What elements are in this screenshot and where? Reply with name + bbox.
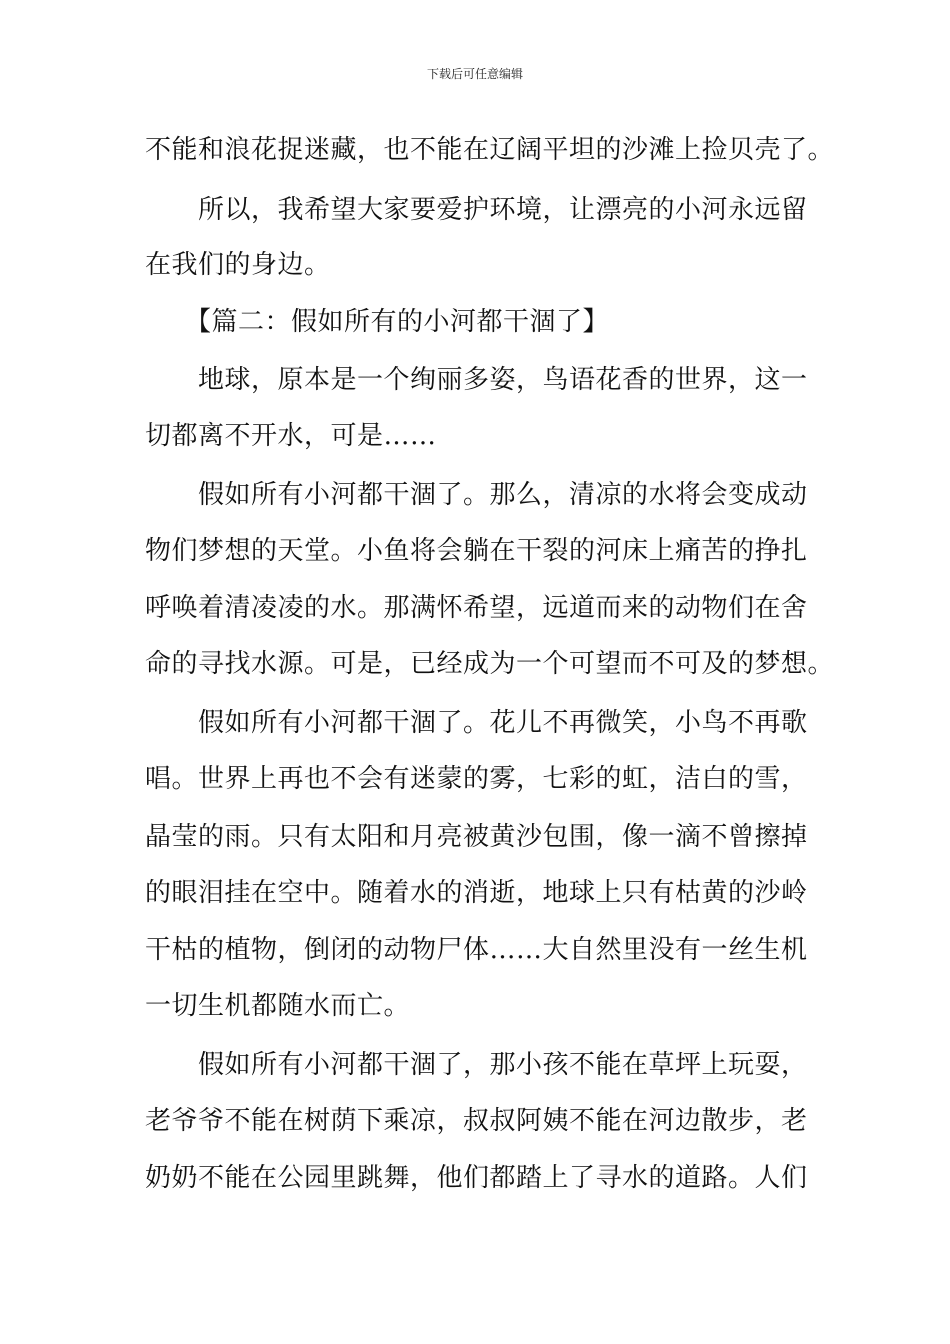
- text-line: 呼唤着清凌凌的水。那满怀希望，远道而来的动物们在舍: [145, 593, 808, 623]
- text-line: 不能和浪花捉迷藏，也不能在辽阔平坦的沙滩上捡贝壳了。: [145, 135, 835, 165]
- text-line: 地球，原本是一个绚丽多姿，鸟语花香的世界，这一: [145, 365, 808, 395]
- text-line: 假如所有小河都干涸了。花儿不再微笑，小鸟不再歌: [145, 708, 808, 738]
- page-header: 下载后可任意编辑: [426, 67, 523, 81]
- section-heading: 【篇二：假如所有的小河都干涸了】: [145, 307, 610, 337]
- text-line: 老爷爷不能在树荫下乘凉，叔叔阿姨不能在河边散步，老: [145, 1106, 808, 1136]
- text-line: 所以，我希望大家要爱护环境，让漂亮的小河永远留: [145, 195, 808, 225]
- text-line: 晶莹的雨。只有太阳和月亮被黄沙包围，像一滴不曾擦掉: [145, 822, 808, 852]
- text-line: 的眼泪挂在空中。随着水的消逝，地球上只有枯黄的沙岭: [145, 878, 808, 908]
- text-line: 干枯的植物，倒闭的动物尸体……大自然里没有一丝生机: [145, 935, 808, 965]
- text-line: 在我们的身边。: [145, 250, 331, 280]
- text-line: 一切生机都随水而亡。: [145, 991, 411, 1021]
- text-line: 奶奶不能在公园里跳舞，他们都踏上了寻水的道路。人们: [145, 1163, 808, 1193]
- text-line: 命的寻找水源。可是，已经成为一个可望而不可及的梦想。: [145, 649, 835, 679]
- text-line: 唱。世界上再也不会有迷蒙的雾，七彩的虹，洁白的雪，: [145, 764, 808, 794]
- text-line: 物们梦想的天堂。小鱼将会躺在干裂的河床上痛苦的挣扎: [145, 536, 808, 566]
- text-line: 假如所有小河都干涸了，那小孩不能在草坪上玩耍，: [145, 1050, 808, 1080]
- text-line: 切都离不开水，可是……: [145, 421, 437, 451]
- text-line: 假如所有小河都干涸了。那么，清凉的水将会变成动: [145, 480, 808, 510]
